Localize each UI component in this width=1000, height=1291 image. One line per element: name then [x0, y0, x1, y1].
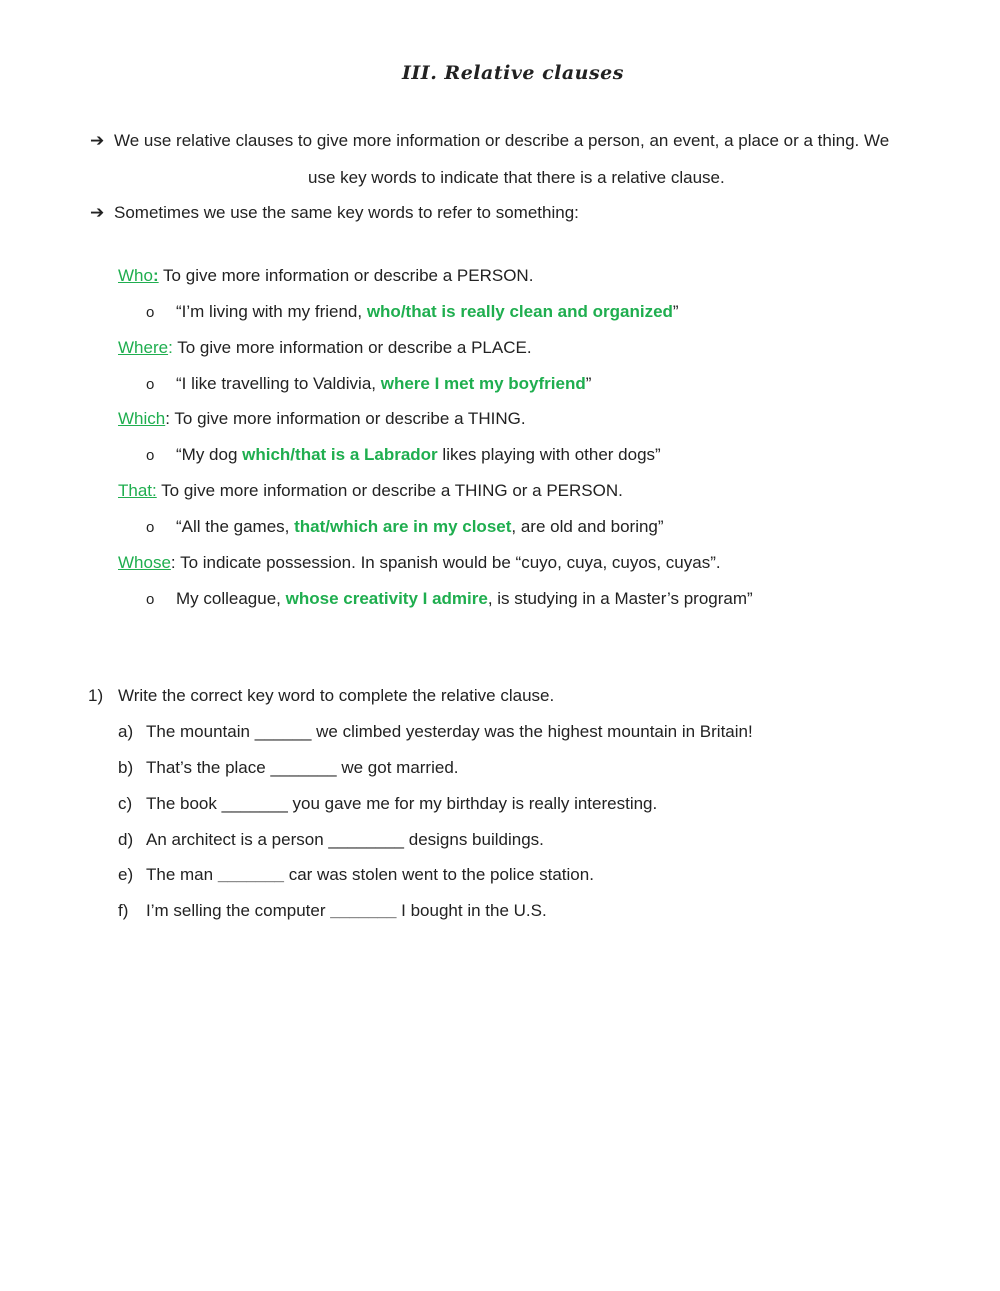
keyword-where: Where — [118, 338, 169, 357]
answer-blank[interactable]: _______ — [330, 901, 397, 920]
bullet-icon: o — [146, 591, 155, 608]
answer-blank[interactable]: ______ — [254, 722, 312, 741]
arrow-right-icon: ➔ — [90, 203, 105, 222]
item-marker: d) — [118, 830, 134, 849]
example-post: ” — [672, 302, 679, 321]
item-marker: f) — [118, 901, 129, 920]
item-post: we climbed yesterday was the highest mountain in Britain! — [311, 722, 753, 741]
example-highlight: whose creativity I admire — [285, 589, 488, 608]
keyword-who: Who — [118, 266, 153, 285]
intro-line-2 — [90, 202, 579, 224]
example-highlight: who/that is really clean and organized — [366, 302, 673, 321]
item-post: designs buildings. — [404, 830, 544, 849]
intro-text-1: We use relative clauses to give more information or describe a person, an event, a place or a thing. We — [114, 131, 890, 150]
example-which — [146, 445, 661, 465]
example-post: likes playing with other dogs” — [437, 445, 661, 464]
example-pre: “I like travelling to Valdivia, — [176, 374, 381, 393]
definition-whose — [118, 553, 721, 573]
example-where — [146, 374, 591, 394]
answer-blank[interactable]: _______ — [270, 758, 337, 777]
keyword-colon: : — [170, 553, 176, 572]
definition-that — [118, 481, 623, 501]
exercise-item-d — [118, 830, 544, 850]
example-highlight: which/that is a Labrador — [242, 445, 438, 464]
item-post: car was stolen went to the police station. — [284, 865, 594, 884]
exercise-item-c — [118, 794, 657, 814]
definition-where — [118, 338, 532, 358]
definition-who — [118, 266, 533, 286]
page-title: III. Relative clauses — [402, 62, 624, 84]
item-pre: The book — [146, 794, 222, 813]
answer-blank[interactable]: ________ — [328, 830, 405, 849]
intro-text-2: Sometimes we use the same key words to refer to something: — [114, 203, 579, 222]
exercise-item-e — [118, 865, 594, 885]
definition-text: To give more information or describe a THING. — [169, 409, 526, 428]
example-highlight: where I met my boyfriend — [380, 374, 586, 393]
instruction-text: Write the correct key word to complete the relative clause. — [118, 686, 555, 705]
bullet-icon: o — [146, 304, 155, 321]
definition-text: To give more information or describe a THING or a PERSON. — [156, 481, 623, 500]
keyword-that: That: — [118, 481, 157, 500]
answer-blank[interactable]: _______ — [217, 865, 284, 884]
example-post: ” — [585, 374, 592, 393]
example-pre: “My dog — [176, 445, 243, 464]
item-post: I bought in the U.S. — [396, 901, 547, 920]
item-pre: The man — [146, 865, 218, 884]
keyword-colon: : — [152, 266, 159, 285]
bullet-icon: o — [146, 447, 155, 464]
definition-text: To give more information or describe a PERSON. — [158, 266, 534, 285]
definition-text: To give more information or describe a PLACE. — [172, 338, 532, 357]
item-pre: That’s the place — [146, 758, 271, 777]
definition-which — [118, 409, 526, 429]
item-marker: e) — [118, 865, 134, 884]
keyword-colon: : — [165, 409, 170, 428]
example-post: , are old and boring” — [511, 517, 664, 536]
bullet-icon: o — [146, 376, 155, 393]
example-whose — [146, 589, 753, 609]
example-highlight: that/which are in my closet — [294, 517, 512, 536]
answer-blank[interactable]: _______ — [221, 794, 288, 813]
item-marker: a) — [118, 722, 134, 741]
keyword-colon: : — [168, 338, 173, 357]
intro-line-1 — [90, 130, 889, 152]
item-marker: b) — [118, 758, 134, 777]
item-pre: I’m selling the computer — [146, 901, 331, 920]
exercise-number: 1) — [88, 686, 104, 705]
example-pre: My colleague, — [176, 589, 286, 608]
item-post: you gave me for my birthday is really interesting. — [287, 794, 658, 813]
item-post: we got married. — [336, 758, 459, 777]
exercise-instruction — [88, 686, 554, 706]
item-pre: The mountain — [146, 722, 255, 741]
item-pre: An architect is a person — [146, 830, 329, 849]
exercise-item-f — [118, 901, 547, 921]
example-pre: “I’m living with my friend, — [176, 302, 367, 321]
item-marker: c) — [118, 794, 133, 813]
bullet-icon: o — [146, 519, 155, 536]
example-post: , is studying in a Master’s program” — [487, 589, 753, 608]
example-who — [146, 302, 679, 322]
keyword-whose: Whose — [118, 553, 171, 572]
keyword-which: Which — [118, 409, 166, 428]
exercise-item-a — [118, 722, 753, 742]
arrow-right-icon: ➔ — [90, 131, 105, 150]
example-that — [146, 517, 664, 537]
exercise-item-b — [118, 758, 459, 778]
example-pre: “All the games, — [176, 517, 295, 536]
intro-line-1-cont: use key words to indicate that there is a relative clause. — [308, 168, 725, 187]
definition-text: To indicate possession. In spanish would be “cuyo, cuya, cuyos, cuyas”. — [175, 553, 721, 572]
